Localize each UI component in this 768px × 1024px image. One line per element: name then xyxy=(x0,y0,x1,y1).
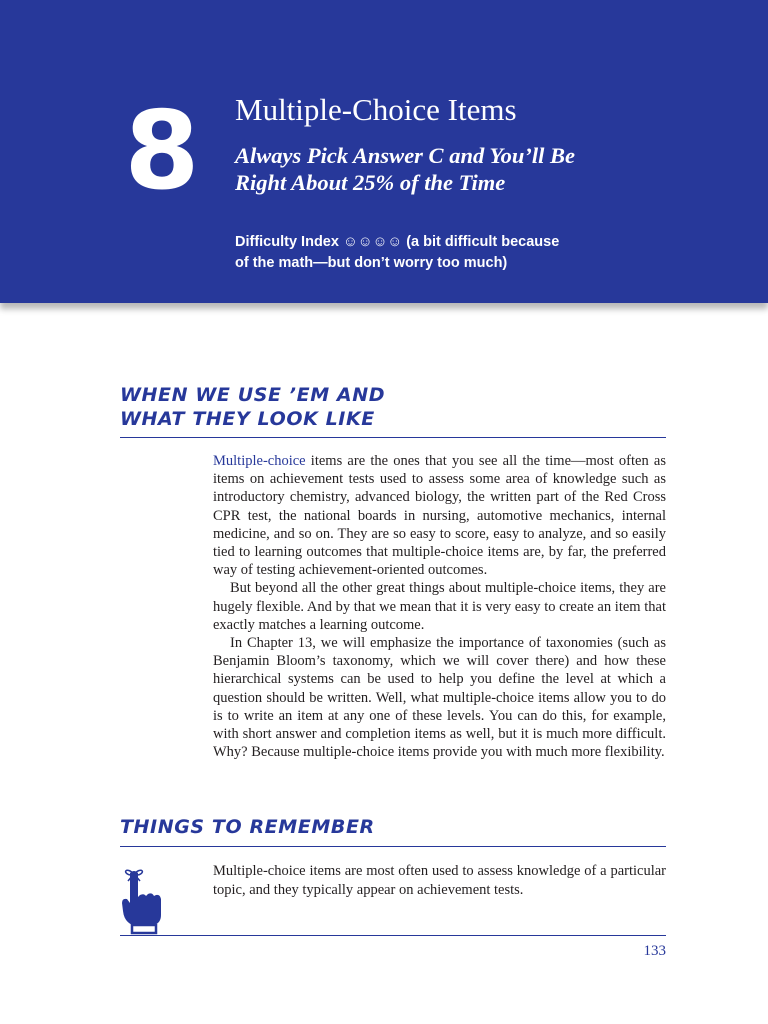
difficulty-index xyxy=(235,232,655,274)
paragraph: But beyond all the other great things about multiple-choice items, they are hugely flexible. And by that we mean that it is very easy to create an item that exactly matches a learning outcome. xyxy=(213,580,666,633)
section-body xyxy=(213,452,666,761)
page-number: 133 xyxy=(643,943,666,959)
chapter-number: 8 xyxy=(124,89,200,214)
section-heading-when-we-use xyxy=(120,383,385,431)
section-divider xyxy=(120,846,666,847)
chapter-title: Multiple-Choice Items xyxy=(235,92,517,127)
section-heading-things-to-remember: THINGS TO REMEMBER xyxy=(120,816,375,838)
paragraph xyxy=(213,452,666,579)
difficulty-line: Difficulty Index ☺☺☺☺ (a bit difficult because xyxy=(235,234,560,250)
hand-shape xyxy=(122,871,161,925)
difficulty-line: of the math—but don’t worry too much) xyxy=(235,255,508,271)
finger-string-reminder-icon xyxy=(118,863,164,935)
section-divider xyxy=(120,437,666,438)
chapter-banner xyxy=(0,0,768,303)
chapter-subtitle-line: Always Pick Answer C and You’ll Be xyxy=(235,143,576,168)
footer-divider xyxy=(120,935,666,936)
chapter-subtitle xyxy=(235,142,715,196)
things-to-remember-text: Multiple-choice items are most often used to assess knowledge of a particular topic, and they typically appear on achievement tests. xyxy=(213,863,666,898)
paragraph-text: items are the ones that you see all the time—most often as items on achievement tests used to assess some area of knowledge such as introductory chemistry, advanced biology, the written part of the Red Cross CPR test, the national boards in nursing, automotive mechanics, internal medicine, and so on. They are so easy to score, easy to analyze, and so easily tied to learning outcomes that multiple-choice items are, by far, the preferred way of testing achievement-oriented outcomes. xyxy=(213,453,666,579)
paragraph: In Chapter 13, we will emphasize the importance of taxonomies (such as Benjamin Bloom’s taxonomy, which we will cover there) and how these hierarchical systems can be used to help you define the level at which a question should be written. Well, what multiple-choice items allow you to do is to write an item at any one of these levels. You can do this, for example, with short answer and completion items as well, but it is much more difficult. Why? Because multiple-choice items provide you with much more flexibility. xyxy=(213,635,666,761)
chapter-subtitle-line: Right About 25% of the Time xyxy=(235,170,506,195)
cuff xyxy=(132,925,156,933)
section-heading-line: WHAT THEY LOOK LIKE xyxy=(120,408,375,430)
keyword-multiple-choice: Multiple-choice xyxy=(213,453,306,469)
section-heading-line: WHEN WE USE ’EM AND xyxy=(120,384,386,406)
